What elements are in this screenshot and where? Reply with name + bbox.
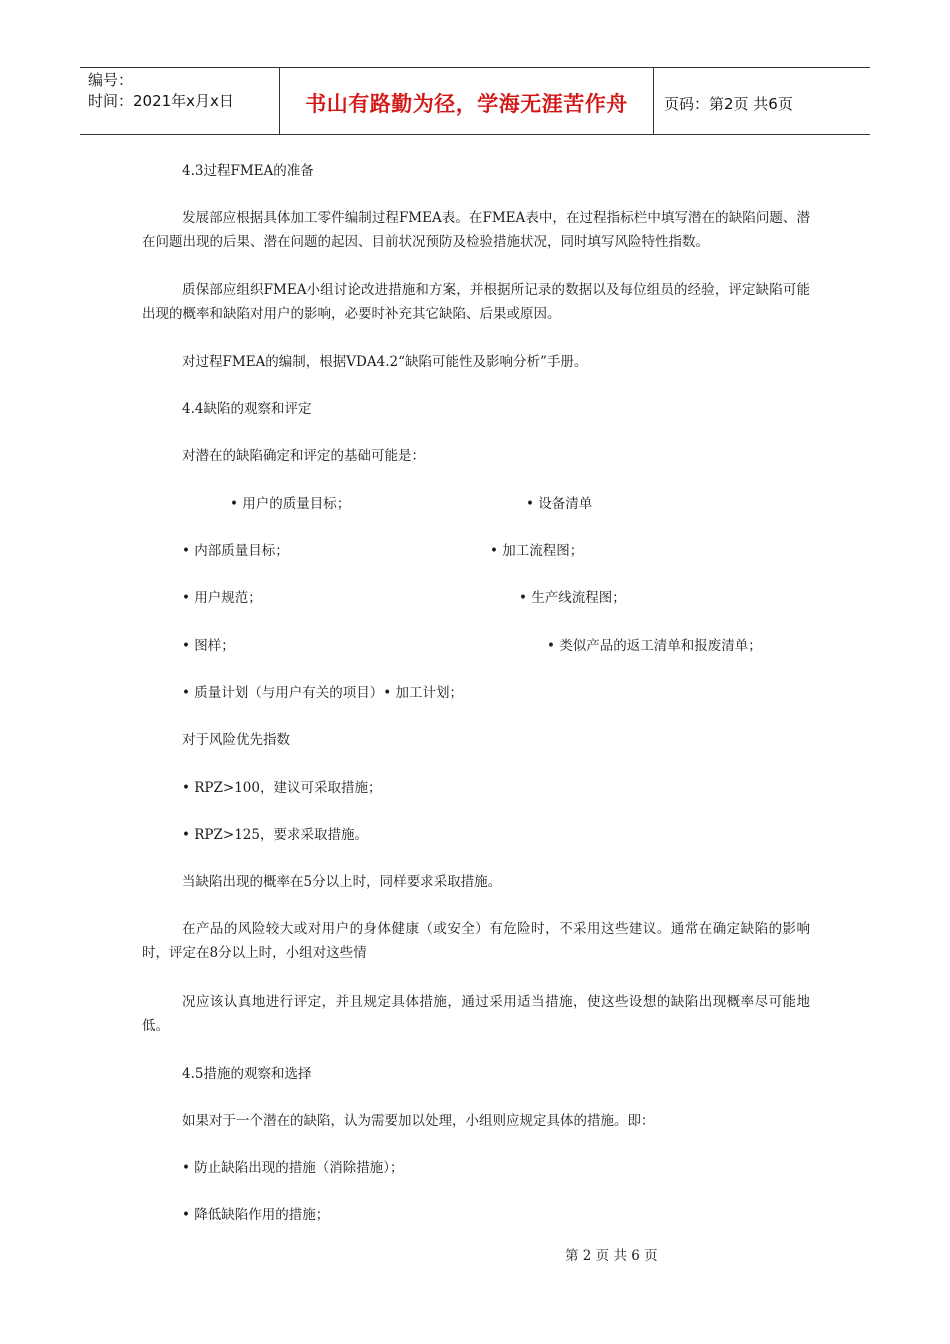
list-item: • RPZ>125，要求采取措施。: [182, 827, 368, 843]
list-item: • 内部质量目标；: [182, 543, 289, 559]
paragraph-4: 当缺陷出现的概率在5分以上时，同样要求采取措施。: [182, 874, 502, 890]
paragraph-6: 况应该认真地进行评定，并且规定具体措施，通过采用适当措施，使这些设想的缺陷出现概率尽可能地低。: [142, 994, 810, 1034]
section-heading-4-4: 4.4缺陷的观察和评定: [182, 401, 312, 417]
document-date-label: 时间：2021年x月x日: [88, 92, 234, 110]
header-page-number: 页码：第2页 共6页: [664, 94, 793, 113]
list-item: • 设备清单: [526, 496, 593, 512]
list-item: • 防止缺陷出现的措施（消除措施）；: [182, 1160, 404, 1176]
basis-intro: 对潜在的缺陷确定和评定的基础可能是：: [182, 448, 425, 464]
paragraph-2: 质保部应组织FMEA小组讨论改进措施和方案，并根据所记录的数据以及每位组员的经验，评定缺陷可能出现的概率和缺陷对用户的影响，必要时补充其它缺陷、后果或原因。: [142, 282, 810, 322]
header-motto-cell: [280, 68, 654, 134]
list-item: • 类似产品的返工清单和报废清单；: [547, 638, 762, 654]
list-item: • 用户的质量目标；: [230, 496, 351, 512]
section-heading-4-3: 4.3过程FMEA的准备: [182, 163, 314, 179]
rpz-intro: 对于风险优先指数: [182, 732, 290, 748]
list-item: • 降低缺陷作用的措施；: [182, 1207, 330, 1223]
header-meta: [80, 68, 280, 134]
paragraph-7: 如果对于一个潜在的缺陷，认为需要加以处理，小组则应规定具体的措施。即：: [182, 1113, 655, 1129]
list-item: • 加工流程图；: [490, 543, 584, 559]
page-header: [80, 67, 870, 135]
paragraph-1: 发展部应根据具体加工零件编制过程FMEA表。在FMEA表中，在过程指标栏中填写潜在的缺陷问题、潜在问题出现的后果、潜在问题的起因、目前状况预防及检验措施状况，同时填写风险特性指数。: [142, 210, 810, 250]
paragraph-5: 在产品的风险较大或对用户的身体健康（或安全）有危险时，不采用这些建议。通常在确定缺陷的影响时，评定在8分以上时，小组对这些情: [142, 921, 810, 961]
section-heading-4-5: 4.5措施的观察和选择: [182, 1066, 312, 1082]
header-motto: 书山有路勤为径，学海无涯苦作舟: [305, 92, 628, 116]
list-item: • 图样；: [182, 638, 235, 654]
list-item: • 用户规范；: [182, 590, 262, 606]
document-number-label: 编号：: [88, 71, 134, 89]
list-item: • 质量计划（与用户有关的项目）• 加工计划；: [182, 685, 464, 701]
header-page-cell: [654, 68, 870, 134]
paragraph-3: 对过程FMEA的编制，根据VDA4.2“缺陷可能性及影响分析”手册。: [182, 354, 588, 370]
list-item: • RPZ>100，建议可采取措施；: [182, 780, 382, 796]
list-item: • 生产线流程图；: [519, 590, 626, 606]
page-footer: 第 2 页 共 6 页: [565, 1248, 658, 1264]
